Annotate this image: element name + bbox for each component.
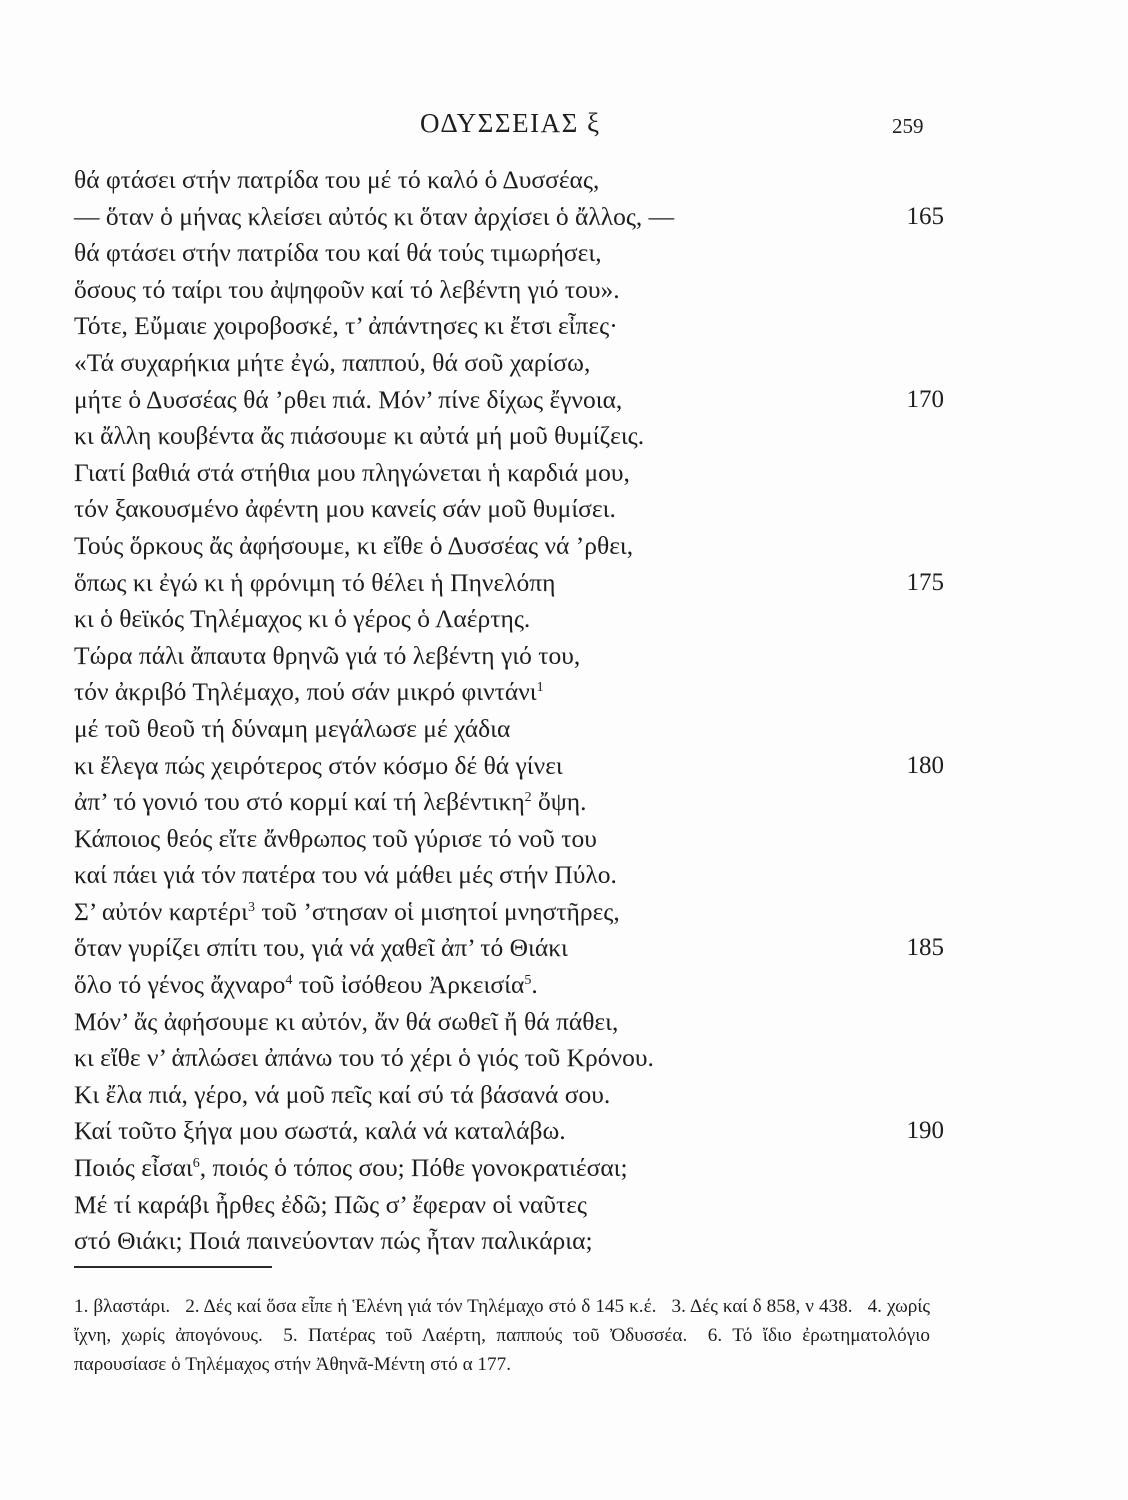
verse-text: θά φτάσει στήν πατρίδα του καί θά τούς τιμωρήσει, — [74, 238, 602, 268]
verse-line — [74, 930, 944, 967]
footnote: 3. Δές καί δ 858, ν 438. — [671, 1296, 853, 1317]
verse-text: μήτε ὁ Δυσσέας θά ’ρθει πιά. Μόν’ πίνε δίχως ἔγνοια, — [74, 384, 623, 414]
page-number: 259 — [892, 114, 924, 138]
verse-line — [74, 857, 944, 894]
verse-line — [74, 674, 944, 711]
verse-text: «Τά συχαρήκια μήτε ἐγώ, παππού, θά σοῦ χαρίσω, — [74, 347, 591, 377]
footnote: 6. Τό ἴδιο ἐρωτηματολόγιο παρουσίασε ὁ Τηλέμαχος στήν Ἀθηνᾶ-Μέντη στό α 177. — [74, 1325, 931, 1375]
verse-text-cont: . — [531, 970, 538, 1000]
verse-line — [74, 1223, 944, 1260]
verse-text: στό Θιάκι; Ποιά παινεύονταν πώς ἦταν παλικάρια; — [74, 1226, 593, 1256]
footnote-marker: 1 — [536, 680, 544, 696]
verse-line — [74, 455, 944, 492]
verse-text: Κάποιος θεός εἴτε ἄνθρωπος τοῦ γύρισε τό νοῦ του — [74, 823, 597, 853]
line-number: 185 — [906, 934, 944, 962]
verse-text-cont: , ποιός ὁ τόπος σου; Πόθε γονοκρατιέσαι; — [199, 1153, 628, 1183]
verse-text: καί πάει γιά τόν πατέρα του νά μάθει μές στήν Πύλο. — [74, 860, 617, 890]
line-number: 165 — [906, 202, 944, 230]
verse-text: Καί τοῦτο ξήγα μου σωστά, καλά νά καταλάβω. — [74, 1116, 566, 1146]
verse-line — [74, 601, 944, 638]
verse-line — [74, 235, 944, 272]
verse-text: ἀπ’ τό γονιό του στό κορμί καί τή λεβέντικη — [74, 787, 525, 817]
footnote-marker: 6 — [192, 1156, 200, 1172]
verse-text: κι ἔλεγα πώς χειρότερος στόν κόσμο δέ θά γίνει — [74, 750, 563, 780]
verse-text: Σ’ αὐτόν καρτέρι — [74, 896, 248, 926]
verse-line — [74, 894, 944, 931]
line-number: 175 — [906, 568, 944, 596]
verse-line — [74, 345, 944, 382]
verse-line — [74, 821, 944, 858]
verse-text: ὅπως κι ἐγώ κι ἡ φρόνιμη τό θέλει ἡ Πηνελόπη — [74, 567, 556, 597]
verse-text: Τώρα πάλι ἄπαυτα θρηνῶ γιά τό λεβέντη γιό του, — [74, 640, 581, 670]
verse-line — [74, 528, 944, 565]
verse-text: μέ τοῦ θεοῦ τή δύναμη μεγάλωσε μέ χάδια — [74, 713, 511, 743]
footnotes — [74, 1292, 930, 1379]
verse-text: τόν ἀκριβό Τηλέμαχο, πού σάν μικρό φιντάνι — [74, 677, 537, 707]
footnote-marker: 3 — [247, 899, 255, 915]
footnote: 1. βλαστάρι. — [74, 1296, 171, 1317]
verse-text: Κι ἔλα πιά, γέρο, νά μοῦ πεῖς καί σύ τά βάσανά σου. — [74, 1079, 611, 1109]
verse-text-cont: ὄψη. — [531, 787, 587, 817]
line-number: 190 — [906, 1117, 944, 1145]
verse-line — [74, 1004, 944, 1041]
page-header — [0, 108, 1128, 148]
verse-line — [74, 382, 944, 419]
verse-line — [74, 272, 944, 309]
verse-line — [74, 711, 944, 748]
verse-text: ὅλο τό γένος ἄχναρο — [74, 970, 286, 1000]
verse-line — [74, 1150, 944, 1187]
running-title: ΟΔΥΣΣΕΙΑΣ ξ — [420, 108, 601, 138]
verse-line — [74, 162, 944, 199]
footnote-marker: 5 — [524, 973, 532, 989]
verse-text: ὅσους τό ταίρι του ἀψηφοῦν καί τό λεβέντη γιό του». — [74, 274, 620, 304]
verse-line — [74, 638, 944, 675]
verse-text: — ὅταν ὁ μήνας κλείσει αὐτός κι ὅταν ἀρχίσει ὁ ἄλλος, — — [74, 201, 675, 231]
footnote: 2. Δές καί ὅσα εἶπε ἡ Ἑλένη γιά τόν Τηλέμαχο στό δ 145 κ.έ. — [185, 1296, 657, 1317]
footnote: 5. Πατέρας τοῦ Λαέρτη, παππούς τοῦ Ὀδυσσέα. — [283, 1325, 688, 1346]
verse-text: κι ὁ θεϊκός Τηλέμαχος κι ὁ γέρος ὁ Λαέρτης. — [74, 604, 531, 634]
line-number: 180 — [906, 751, 944, 779]
verse-text: Μέ τί καράβι ἦρθες ἐδῶ; Πῶς σ’ ἔφεραν οἱ ναῦτες — [74, 1189, 588, 1219]
verse-list — [74, 162, 944, 1260]
footnote-marker: 2 — [524, 790, 532, 806]
verse-text: Μόν’ ἄς ἀφήσουμε κι αὐτόν, ἄν θά σωθεῖ ἤ θά πάθει, — [74, 1006, 619, 1036]
footnote: 4. χωρίς ἴχνη, χωρίς ἀπογόνους. — [74, 1296, 931, 1346]
verse-text: κι εἴθε ν’ ἁπλώσει ἀπάνω του τό χέρι ὁ γιός τοῦ Κρόνου. — [74, 1043, 654, 1073]
verse-text: κι ἄλλη κουβέντα ἄς πιάσουμε κι αὐτά μή μοῦ θυμίζεις. — [74, 421, 645, 451]
verse-line — [74, 1113, 944, 1150]
footnote-rule — [74, 1266, 272, 1268]
verse-text-cont: τοῦ ἰσόθεου Ἀρκεισία — [292, 970, 525, 1000]
verse-text: Τότε, Εὔμαιε χοιροβοσκέ, τ’ ἀπάντησες κι ἔτσι εἶπες· — [74, 311, 618, 341]
verse-line — [74, 491, 944, 528]
verse-text: ὅταν γυρίζει σπίτι του, γιά νά χαθεῖ ἀπ’ τό Θιάκι — [74, 933, 568, 963]
verse-line — [74, 1077, 944, 1114]
verse-line — [74, 1187, 944, 1224]
verse-line — [74, 784, 944, 821]
verse-line — [74, 565, 944, 602]
verse-text: τόν ξακουσμένο ἀφέντη μου κανείς σάν μοῦ θυμίσει. — [74, 494, 616, 524]
verse-line — [74, 199, 944, 236]
verse-line — [74, 1040, 944, 1077]
verse-text: Γιατί βαθιά στά στήθια μου πληγώνεται ἡ καρδιά μου, — [74, 457, 630, 487]
line-number: 170 — [906, 385, 944, 413]
verse-line — [74, 308, 944, 345]
verse-line — [74, 418, 944, 455]
verse-line — [74, 967, 944, 1004]
verse-text: Τούς ὅρκους ἄς ἀφήσουμε, κι εἴθε ὁ Δυσσέας νά ’ρθει, — [74, 530, 634, 560]
verse-text: θά φτάσει στήν πατρίδα του μέ τό καλό ὁ Δυσσέας, — [74, 165, 600, 194]
footnote-marker: 4 — [285, 973, 293, 989]
verse-line — [74, 748, 944, 785]
verse-text: Ποιός εἶσαι — [74, 1153, 193, 1183]
verse-text-cont: τοῦ ’στησαν οἱ μισητοί μνηστῆρες, — [254, 896, 620, 926]
